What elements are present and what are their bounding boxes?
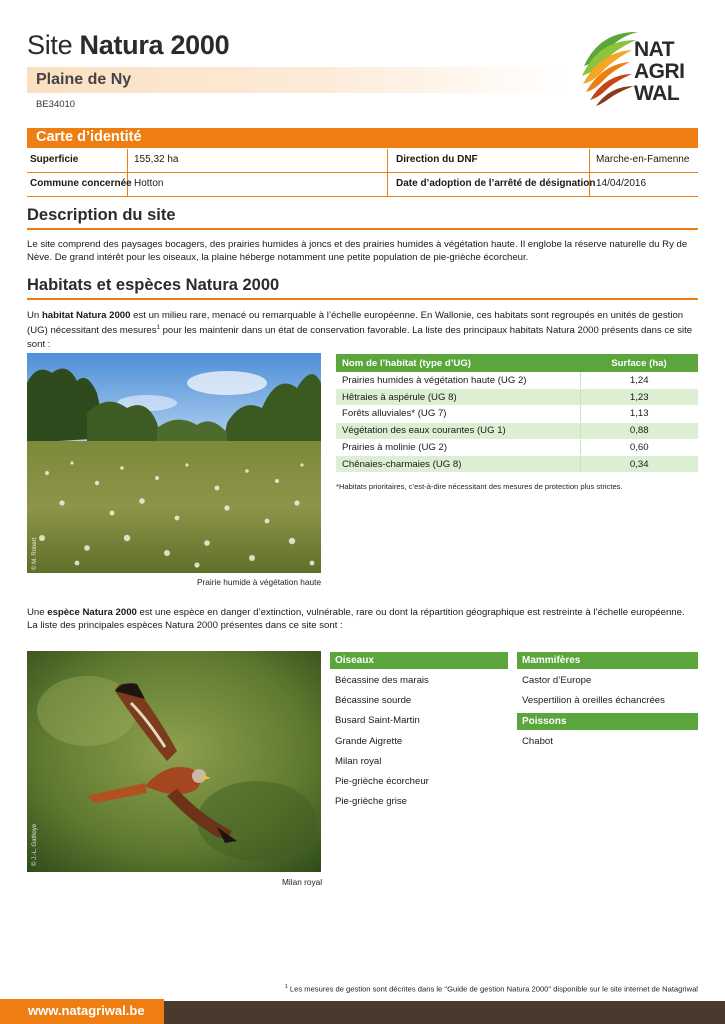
habitat-name: Hêtraies à aspérule (UG 8) bbox=[336, 389, 580, 406]
commune-label: Commune concernée bbox=[30, 178, 132, 189]
list-item: Vespertilion à oreilles échancrées bbox=[522, 695, 665, 706]
habitat-name: Forêts alluviales* (UG 7) bbox=[336, 406, 580, 423]
logo-line-2: AGRI bbox=[634, 60, 685, 83]
habitat-area: 1,23 bbox=[580, 389, 698, 406]
photo-caption: Milan royal bbox=[282, 877, 323, 887]
description-heading: Description du site bbox=[27, 206, 176, 224]
table-row bbox=[336, 439, 698, 456]
list-item: Busard Saint-Martin bbox=[335, 715, 420, 726]
habitat-name: Végétation des eaux courantes (UG 1) bbox=[336, 422, 580, 439]
habitat-area: 0,34 bbox=[580, 456, 698, 473]
habitats-heading: Habitats et espèces Natura 2000 bbox=[27, 276, 280, 294]
logo-line-1: NAT bbox=[634, 38, 675, 61]
identity-card-header bbox=[27, 128, 698, 148]
footer-website-tab[interactable] bbox=[0, 999, 164, 1024]
list-item: Chabot bbox=[522, 736, 553, 747]
identity-col-divider bbox=[387, 149, 388, 196]
habitats-note: *Habitats prioritaires, c’est-à-dire nécessitant des mesures de protection plus strictes. bbox=[336, 482, 623, 491]
birds-heading: Oiseaux bbox=[330, 652, 508, 669]
habitat-name: Chênaies-charmaies (UG 8) bbox=[336, 456, 580, 473]
habitats-intro: Un habitat Natura 2000 est un milieu rare, menacé ou remarquable à l’échelle européenne. En Wallonie, ces habitats sont regroupés en unités de gestion (UG) nécessitant des mesures$^1$ pour les maintenir dans un état de conservation favorable. La liste des principaux habitats Natura 2000 présents dans ce site sont : bbox=[27, 310, 693, 350]
habitat-area: 1,13 bbox=[580, 406, 698, 423]
area-label: Superficie bbox=[30, 154, 79, 165]
identity-card-title: Carte d’identité bbox=[36, 129, 142, 145]
habitats-table bbox=[336, 354, 698, 473]
habitat-name: Prairies à molinie (UG 2) bbox=[336, 439, 580, 456]
habitat-area: 0,60 bbox=[580, 439, 698, 456]
date-label: Date d’adoption de l’arrêté de désignation bbox=[396, 178, 596, 189]
red-kite-photo bbox=[27, 651, 321, 872]
list-item: Castor d’Europe bbox=[522, 675, 592, 686]
page-title bbox=[27, 30, 229, 61]
photo-credit: © M. Robert bbox=[32, 537, 38, 570]
habitats-underline bbox=[27, 298, 698, 300]
habitats-table-header bbox=[336, 354, 698, 372]
wet-meadow-photo bbox=[27, 353, 321, 573]
habitat-name-header: Nom de l’habitat (type d’UG) bbox=[336, 354, 580, 372]
table-row bbox=[336, 372, 698, 389]
dnf-label: Direction du DNF bbox=[396, 154, 478, 165]
table-row bbox=[336, 422, 698, 439]
list-item: Bécassine sourde bbox=[335, 695, 412, 706]
list-item: Pie-grièche écorcheur bbox=[335, 776, 429, 787]
habitat-area: 0,88 bbox=[580, 422, 698, 439]
photo-credit: © J.-L. Gathoye bbox=[32, 823, 38, 866]
list-item: Bécassine des marais bbox=[335, 675, 429, 686]
footnote: $^1$ Les mesures de gestion sont décrites dans le "Guide de gestion Natura 2000" disponible sur le site internet de Natagriwal bbox=[284, 984, 698, 994]
title-prefix: Site bbox=[27, 30, 73, 60]
table-row bbox=[336, 456, 698, 473]
table-row bbox=[336, 389, 698, 406]
date-value: 14/04/2016 bbox=[596, 178, 647, 189]
description-text: Le site comprend des paysages bocagers, des prairies humides à joncs et des prairies humides à végétation haute. Il englobe la réserve naturelle du Ry de Nève. De grand intérêt pour les oiseaux, la plaine héberge notamment une petite population de pie-grièche écorcheur. bbox=[27, 239, 688, 264]
table-row bbox=[336, 406, 698, 423]
photo-caption: Prairie humide à végétation haute bbox=[197, 577, 322, 587]
list-item: Milan royal bbox=[335, 756, 382, 767]
habitat-name: Prairies humides à végétation haute (UG 2) bbox=[336, 372, 580, 389]
description-underline bbox=[27, 228, 698, 230]
mammals-heading: Mammifères bbox=[517, 652, 698, 669]
list-item: Grande Aigrette bbox=[335, 736, 403, 747]
list-item: Pie-grièche grise bbox=[335, 796, 407, 807]
habitat-area-header: Surface (ha) bbox=[580, 354, 698, 372]
title-bold: Natura 2000 bbox=[79, 30, 230, 60]
website-link[interactable]: www.natagriwal.be bbox=[28, 1003, 145, 1018]
site-code: BE34010 bbox=[36, 99, 76, 110]
site-name: Plaine de Ny bbox=[36, 71, 132, 88]
identity-bottom-border bbox=[27, 196, 698, 197]
commune-value: Hotton bbox=[134, 178, 164, 189]
logo-line-3: WAL bbox=[634, 82, 680, 105]
area-value: 155,32 ha bbox=[134, 154, 179, 165]
fish-heading: Poissons bbox=[517, 713, 698, 730]
dnf-value: Marche-en-Famenne bbox=[596, 154, 690, 165]
species-intro: Une espèce Natura 2000 est une espèce en danger d’extinction, vulnérable, rare ou dont la répartition géographique est restreinte à l’échelle européenne. La liste des principales espèces Natura 2000 présentes dans ce site sont : bbox=[27, 607, 685, 632]
habitat-area: 1,24 bbox=[580, 372, 698, 389]
